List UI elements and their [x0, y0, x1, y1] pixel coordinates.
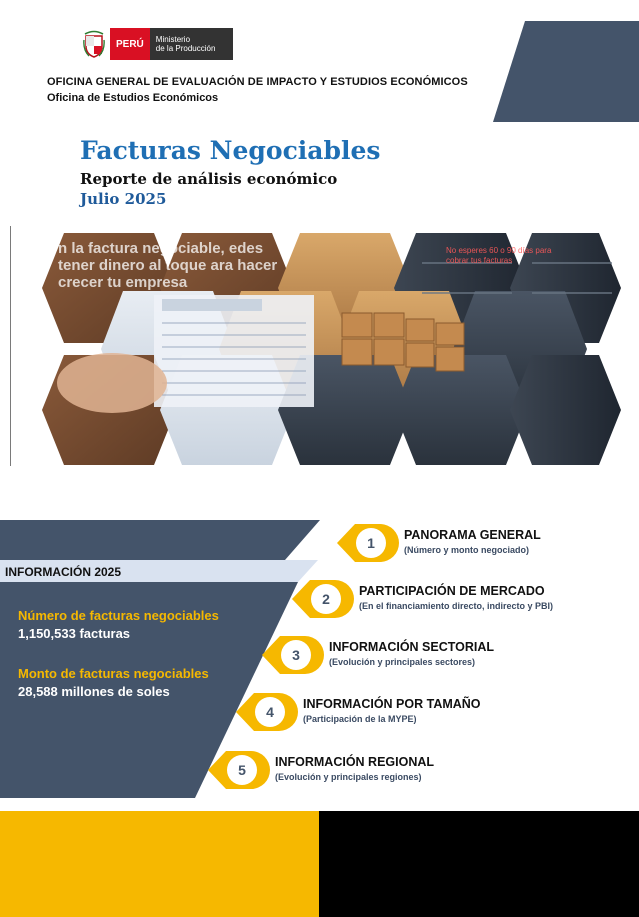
- section-1-title: PANORAMA GENERAL: [404, 528, 541, 542]
- section-5-title: INFORMACIÓN REGIONAL: [275, 755, 435, 769]
- metric-count-value: 1,150,533 facturas: [18, 626, 131, 641]
- section-1-number: 1: [367, 535, 375, 551]
- section-4-description: (Participación de la MYPE): [303, 714, 417, 724]
- section-4-badge: [232, 690, 302, 734]
- footer-bar-black: [319, 811, 639, 917]
- logo-ministry: [150, 28, 234, 60]
- divider-line: [10, 226, 11, 466]
- section-5-badge: [204, 748, 274, 792]
- ministry-logo: [82, 28, 233, 60]
- logo-ministry-line1: Ministerio: [155, 35, 191, 44]
- section-2-title: PARTICIPACIÓN DE MERCADO: [359, 584, 545, 598]
- metric-amount-value: 28,588 millones de soles: [18, 684, 170, 699]
- section-2-number: 2: [322, 591, 330, 607]
- logo-country: PERÚ: [110, 28, 150, 60]
- section-3-badge: [258, 633, 328, 677]
- metric-amount-label: Monto de facturas negociables: [18, 666, 209, 681]
- section-5-description: (Evolución y principales regiones): [275, 772, 422, 782]
- section-5-number: 5: [238, 762, 246, 778]
- report-subtitle: Reporte de análisis económico: [80, 170, 338, 188]
- section-3-title: INFORMACIÓN SECTORIAL: [329, 640, 495, 654]
- section-2-description: (En el financiamiento directo, indirecto y PBI): [359, 601, 554, 611]
- corner-decoration: [493, 21, 639, 122]
- hero-overlay-text: n la factura negociable, edes tener dinero al toque ara hacer crecer tu empresa: [58, 240, 278, 291]
- coat-of-arms-icon: [82, 28, 106, 60]
- report-date: Julio 2025: [80, 190, 167, 208]
- section-1-badge: [333, 521, 403, 565]
- section-4-number: 4: [266, 704, 274, 720]
- section-3-description: (Evolución y principales sectores): [329, 657, 476, 667]
- logo-ministry-line2: de la Producción: [155, 44, 216, 53]
- office-main-title: OFICINA GENERAL DE EVALUACIÓN DE IMPACTO Y ESTUDIOS ECONÓMICOS: [47, 76, 468, 88]
- office-subtitle: Oficina de Estudios Económicos: [47, 92, 219, 104]
- metric-count-label: Número de facturas negociables: [18, 608, 219, 623]
- footer-bar-yellow: [0, 811, 319, 917]
- report-title: Facturas Negociables: [80, 136, 381, 165]
- section-3-number: 3: [292, 647, 300, 663]
- section-4-title: INFORMACIÓN POR TAMAÑO: [303, 697, 481, 711]
- section-1-description: (Número y monto negociado): [404, 545, 530, 555]
- hero-badge-text: No esperes 60 o 90 días para cobrar tus facturas: [446, 246, 552, 265]
- info-year-label: INFORMACIÓN 2025: [5, 565, 122, 579]
- section-2-badge: [288, 577, 358, 621]
